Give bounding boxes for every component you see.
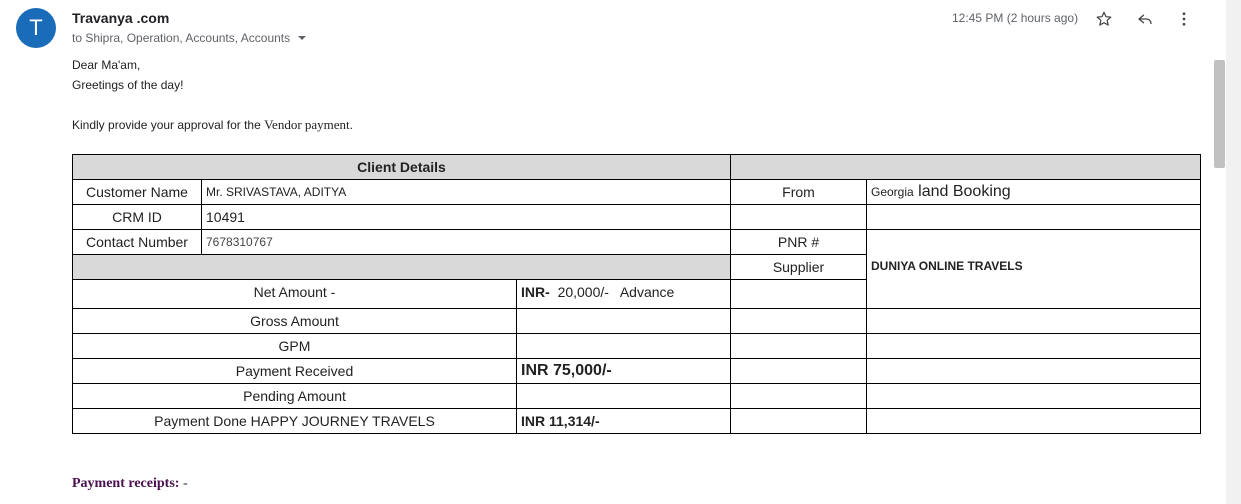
intro-vendor: Vendor payment [264,117,350,132]
intro-suffix: . [349,118,354,132]
crm-id-label: CRM ID [73,205,202,230]
supplier-cell [867,230,1201,309]
scrollbar-thumb[interactable] [1214,60,1225,168]
avatar-letter: T [29,15,43,40]
payment-done-label: Payment Done HAPPY JOURNEY TRAVELS [73,409,517,434]
gross-amount-label: Gross Amount [73,309,517,334]
empty-cell [731,409,867,434]
gpm-label: GPM [73,334,517,359]
avatar[interactable] [16,8,56,48]
empty-cell [867,309,1201,334]
net-amount-value [517,280,731,309]
more-vert-icon[interactable] [1172,8,1196,30]
empty-cell [731,280,867,309]
empty-cell [731,359,867,384]
recipients-line[interactable] [72,31,306,45]
pending-amount-value [517,384,731,409]
intro-line [72,117,353,133]
contact-number-value: 7678310767 [202,230,731,255]
from-value-rest: land Booking [913,183,1011,200]
sender-name[interactable]: Travanya .com [72,10,170,26]
pnr-value-area [871,230,1196,255]
net-inr: INR- [521,284,550,300]
client-details-header: Client Details [73,155,731,180]
star-icon[interactable] [1092,8,1116,30]
payment-done-value: INR 11,314/- [517,409,731,434]
net-value: 20,000/- [557,284,609,300]
customer-name-value: Mr. SRIVASTAVA, ADITYA [202,180,731,205]
from-value-small: Georgia [871,185,914,199]
payment-receipts-dash: - [179,476,188,491]
empty-cell [867,205,1201,230]
pnr-label: PNR # [731,230,867,255]
from-label: From [731,180,867,205]
payment-received-value: INR 75,000/- [517,359,731,384]
empty-cell [731,384,867,409]
intro-prefix: Kindly provide your approval for the [72,118,265,132]
net-note: Advance [619,284,675,300]
payment-receipts-line [72,476,188,492]
net-amount-label: Net Amount - [73,280,517,309]
payment-receipts-label: Payment receipts: [72,476,180,491]
empty-cell [867,409,1201,434]
greeting-line-2: Greetings of the day! [72,78,184,92]
vendor-payment-table [72,154,1201,434]
header-gray-cell [731,155,1201,180]
empty-cell [731,205,867,230]
empty-cell [867,359,1201,384]
crm-id-value: 10491 [202,205,731,230]
pending-amount-label: Pending Amount [73,384,517,409]
from-value [867,180,1201,205]
contact-number-label: Contact Number [73,230,202,255]
empty-cell [867,334,1201,359]
scrollbar-track[interactable] [1226,0,1241,504]
recipients-text: to Shipra, Operation, Accounts, Accounts [72,31,291,45]
empty-cell [867,384,1201,409]
gpm-value [517,334,731,359]
payment-received-label: Payment Received [73,359,517,384]
supplier-label: Supplier [731,255,867,280]
empty-cell [731,309,867,334]
timestamp: 12:45 PM (2 hours ago) [952,11,1079,25]
gray-separator-row [73,255,731,280]
chevron-down-icon[interactable] [298,36,306,40]
customer-name-label: Customer Name [73,180,202,205]
reply-icon[interactable] [1133,8,1157,30]
gross-amount-value [517,309,731,334]
empty-cell [731,334,867,359]
supplier-value: DUNIYA ONLINE TRAVELS [871,259,1023,273]
greeting-line-1: Dear Ma'am, [72,58,141,72]
